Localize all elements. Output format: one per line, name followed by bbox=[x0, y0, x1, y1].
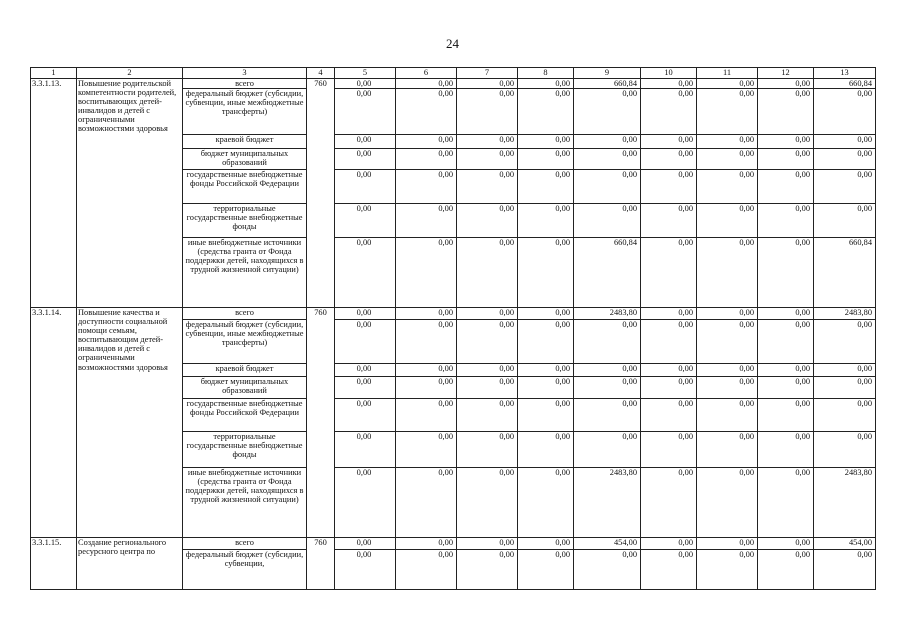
funding-source: федеральный бюджет (субсидии, субвенции, иные межбюджетные трансферты) bbox=[183, 320, 307, 364]
value-cell: 0,00 bbox=[335, 320, 396, 364]
value-cell: 0,00 bbox=[518, 468, 574, 538]
value-cell: 0,00 bbox=[518, 204, 574, 238]
value-cell: 0,00 bbox=[697, 468, 758, 538]
value-cell: 0,00 bbox=[641, 550, 697, 590]
value-cell: 0,00 bbox=[697, 238, 758, 308]
value-cell: 0,00 bbox=[758, 170, 814, 204]
item-code: 3.3.1.14. bbox=[31, 308, 77, 538]
value-cell: 0,00 bbox=[697, 550, 758, 590]
value-cell: 0,00 bbox=[641, 135, 697, 149]
value-cell: 0,00 bbox=[574, 399, 641, 432]
value-cell: 0,00 bbox=[641, 399, 697, 432]
funding-source: бюджет муниципальных образований bbox=[183, 149, 307, 170]
column-4-code: 760 bbox=[307, 538, 335, 590]
value-cell: 0,00 bbox=[758, 135, 814, 149]
value-cell: 0,00 bbox=[457, 135, 518, 149]
value-cell: 2483,80 bbox=[574, 308, 641, 320]
value-cell: 0,00 bbox=[518, 238, 574, 308]
value-cell: 0,00 bbox=[335, 79, 396, 89]
value-cell: 0,00 bbox=[335, 468, 396, 538]
value-cell: 454,00 bbox=[814, 538, 876, 550]
value-cell: 0,00 bbox=[518, 432, 574, 468]
value-cell: 0,00 bbox=[574, 149, 641, 170]
value-cell: 0,00 bbox=[396, 432, 457, 468]
value-cell: 0,00 bbox=[457, 468, 518, 538]
table-row bbox=[31, 308, 876, 320]
value-cell: 0,00 bbox=[574, 135, 641, 149]
value-cell: 0,00 bbox=[335, 364, 396, 377]
value-cell: 0,00 bbox=[758, 89, 814, 135]
funding-source: всего bbox=[183, 308, 307, 320]
value-cell: 0,00 bbox=[457, 399, 518, 432]
value-cell: 0,00 bbox=[518, 135, 574, 149]
value-cell: 0,00 bbox=[457, 170, 518, 204]
column-header: 5 bbox=[335, 68, 396, 79]
value-cell: 0,00 bbox=[697, 135, 758, 149]
value-cell: 0,00 bbox=[758, 377, 814, 399]
value-cell: 0,00 bbox=[396, 364, 457, 377]
value-cell: 0,00 bbox=[396, 550, 457, 590]
column-header: 7 bbox=[457, 68, 518, 79]
column-header: 3 bbox=[183, 68, 307, 79]
funding-source: территориальные государственные внебюджетные фонды bbox=[183, 432, 307, 468]
value-cell: 0,00 bbox=[574, 432, 641, 468]
value-cell: 0,00 bbox=[814, 399, 876, 432]
column-header: 1 bbox=[31, 68, 77, 79]
value-cell: 0,00 bbox=[758, 308, 814, 320]
value-cell: 0,00 bbox=[335, 238, 396, 308]
value-cell: 0,00 bbox=[814, 89, 876, 135]
value-cell: 0,00 bbox=[641, 432, 697, 468]
value-cell: 0,00 bbox=[697, 364, 758, 377]
value-cell: 0,00 bbox=[758, 468, 814, 538]
funding-source: всего bbox=[183, 538, 307, 550]
item-code: 3.3.1.13. bbox=[31, 79, 77, 308]
value-cell: 0,00 bbox=[457, 550, 518, 590]
value-cell: 0,00 bbox=[457, 538, 518, 550]
value-cell: 0,00 bbox=[396, 149, 457, 170]
column-4-code: 760 bbox=[307, 79, 335, 308]
value-cell: 0,00 bbox=[697, 538, 758, 550]
value-cell: 0,00 bbox=[457, 432, 518, 468]
value-cell: 0,00 bbox=[335, 135, 396, 149]
value-cell: 2483,80 bbox=[814, 308, 876, 320]
value-cell: 0,00 bbox=[758, 538, 814, 550]
value-cell: 0,00 bbox=[518, 399, 574, 432]
value-cell: 0,00 bbox=[574, 320, 641, 364]
value-cell: 0,00 bbox=[518, 364, 574, 377]
value-cell: 0,00 bbox=[335, 308, 396, 320]
value-cell: 0,00 bbox=[697, 149, 758, 170]
table-row bbox=[31, 79, 876, 89]
value-cell: 0,00 bbox=[396, 79, 457, 89]
value-cell: 0,00 bbox=[697, 79, 758, 89]
funding-source: федеральный бюджет (субсидии, субвенции, иные межбюджетные трансферты) bbox=[183, 89, 307, 135]
value-cell: 0,00 bbox=[574, 364, 641, 377]
value-cell: 0,00 bbox=[814, 320, 876, 364]
value-cell: 0,00 bbox=[814, 170, 876, 204]
column-header: 9 bbox=[574, 68, 641, 79]
value-cell: 660,84 bbox=[574, 79, 641, 89]
value-cell: 0,00 bbox=[814, 135, 876, 149]
value-cell: 0,00 bbox=[396, 377, 457, 399]
value-cell: 0,00 bbox=[396, 320, 457, 364]
budget-table bbox=[30, 67, 876, 590]
value-cell: 0,00 bbox=[457, 204, 518, 238]
value-cell: 0,00 bbox=[814, 204, 876, 238]
value-cell: 0,00 bbox=[335, 399, 396, 432]
value-cell: 0,00 bbox=[758, 364, 814, 377]
value-cell: 0,00 bbox=[758, 320, 814, 364]
value-cell: 0,00 bbox=[574, 89, 641, 135]
value-cell: 0,00 bbox=[335, 89, 396, 135]
value-cell: 0,00 bbox=[518, 149, 574, 170]
value-cell: 0,00 bbox=[457, 364, 518, 377]
value-cell: 0,00 bbox=[814, 149, 876, 170]
value-cell: 0,00 bbox=[574, 377, 641, 399]
value-cell: 0,00 bbox=[814, 377, 876, 399]
value-cell: 0,00 bbox=[335, 204, 396, 238]
column-header: 4 bbox=[307, 68, 335, 79]
value-cell: 2483,80 bbox=[574, 468, 641, 538]
value-cell: 0,00 bbox=[641, 149, 697, 170]
funding-source: иные внебюджетные источники (средства гранта от Фонда поддержки детей, находящихся в трудной жизненной ситуации) bbox=[183, 468, 307, 538]
column-header: 8 bbox=[518, 68, 574, 79]
value-cell: 0,00 bbox=[457, 79, 518, 89]
value-cell: 0,00 bbox=[574, 170, 641, 204]
header-row bbox=[31, 68, 876, 79]
table-row bbox=[31, 538, 876, 550]
funding-source: территориальные государственные внебюджетные фонды bbox=[183, 204, 307, 238]
value-cell: 0,00 bbox=[574, 550, 641, 590]
value-cell: 0,00 bbox=[758, 149, 814, 170]
value-cell: 0,00 bbox=[697, 89, 758, 135]
value-cell: 0,00 bbox=[518, 550, 574, 590]
value-cell: 0,00 bbox=[697, 204, 758, 238]
value-cell: 0,00 bbox=[758, 204, 814, 238]
funding-source: государственные внебюджетные фонды Российской Федерации bbox=[183, 170, 307, 204]
funding-source: федеральный бюджет (субсидии, субвенции, bbox=[183, 550, 307, 590]
value-cell: 0,00 bbox=[518, 79, 574, 89]
value-cell: 0,00 bbox=[396, 399, 457, 432]
value-cell: 0,00 bbox=[518, 320, 574, 364]
value-cell: 0,00 bbox=[335, 377, 396, 399]
funding-source: краевой бюджет bbox=[183, 135, 307, 149]
value-cell: 0,00 bbox=[641, 377, 697, 399]
value-cell: 0,00 bbox=[457, 89, 518, 135]
value-cell: 0,00 bbox=[641, 204, 697, 238]
value-cell: 0,00 bbox=[641, 89, 697, 135]
value-cell: 0,00 bbox=[641, 320, 697, 364]
value-cell: 660,84 bbox=[574, 238, 641, 308]
value-cell: 0,00 bbox=[758, 550, 814, 590]
value-cell: 0,00 bbox=[758, 399, 814, 432]
value-cell: 0,00 bbox=[758, 79, 814, 89]
value-cell: 0,00 bbox=[641, 308, 697, 320]
value-cell: 0,00 bbox=[518, 538, 574, 550]
value-cell: 0,00 bbox=[641, 238, 697, 308]
value-cell: 0,00 bbox=[641, 79, 697, 89]
item-name: Повышение родительской компетентности родителей, воспитывающих детей-инвалидов и детей с ограниченными возможностями здоровья bbox=[77, 79, 183, 308]
value-cell: 0,00 bbox=[697, 399, 758, 432]
value-cell: 0,00 bbox=[335, 149, 396, 170]
value-cell: 0,00 bbox=[518, 377, 574, 399]
value-cell: 0,00 bbox=[335, 538, 396, 550]
item-name: Создание регионального ресурсного центра по bbox=[77, 538, 183, 590]
funding-source: иные внебюджетные источники (средства гранта от Фонда поддержки детей, находящихся в трудной жизненной ситуации) bbox=[183, 238, 307, 308]
value-cell: 0,00 bbox=[814, 364, 876, 377]
value-cell: 0,00 bbox=[574, 204, 641, 238]
value-cell: 0,00 bbox=[396, 238, 457, 308]
value-cell: 0,00 bbox=[518, 89, 574, 135]
value-cell: 454,00 bbox=[574, 538, 641, 550]
value-cell: 0,00 bbox=[814, 432, 876, 468]
value-cell: 0,00 bbox=[457, 320, 518, 364]
value-cell: 660,84 bbox=[814, 238, 876, 308]
value-cell: 0,00 bbox=[335, 432, 396, 468]
value-cell: 0,00 bbox=[396, 468, 457, 538]
value-cell: 0,00 bbox=[396, 204, 457, 238]
value-cell: 0,00 bbox=[335, 550, 396, 590]
value-cell: 0,00 bbox=[697, 308, 758, 320]
value-cell: 2483,80 bbox=[814, 468, 876, 538]
column-header: 10 bbox=[641, 68, 697, 79]
value-cell: 0,00 bbox=[457, 308, 518, 320]
value-cell: 0,00 bbox=[457, 149, 518, 170]
column-4-code: 760 bbox=[307, 308, 335, 538]
item-name: Повышение качества и доступности социальной помощи семьям, воспитывающим детей-инвалидов и детей с ограниченными возможностями здоровья bbox=[77, 308, 183, 538]
value-cell: 0,00 bbox=[396, 308, 457, 320]
funding-source: всего bbox=[183, 79, 307, 89]
value-cell: 0,00 bbox=[396, 89, 457, 135]
value-cell: 0,00 bbox=[396, 538, 457, 550]
value-cell: 0,00 bbox=[457, 238, 518, 308]
value-cell: 0,00 bbox=[396, 170, 457, 204]
column-header: 2 bbox=[77, 68, 183, 79]
column-header: 11 bbox=[697, 68, 758, 79]
value-cell: 0,00 bbox=[518, 308, 574, 320]
column-header: 13 bbox=[814, 68, 876, 79]
value-cell: 0,00 bbox=[335, 170, 396, 204]
value-cell: 0,00 bbox=[697, 170, 758, 204]
value-cell: 0,00 bbox=[641, 170, 697, 204]
funding-source: бюджет муниципальных образований bbox=[183, 377, 307, 399]
value-cell: 0,00 bbox=[396, 135, 457, 149]
value-cell: 0,00 bbox=[758, 238, 814, 308]
column-header: 12 bbox=[758, 68, 814, 79]
value-cell: 0,00 bbox=[641, 538, 697, 550]
value-cell: 0,00 bbox=[697, 320, 758, 364]
value-cell: 660,84 bbox=[814, 79, 876, 89]
page-number: 24 bbox=[446, 36, 459, 51]
funding-source: краевой бюджет bbox=[183, 364, 307, 377]
funding-source: государственные внебюджетные фонды Российской Федерации bbox=[183, 399, 307, 432]
column-header: 6 bbox=[396, 68, 457, 79]
value-cell: 0,00 bbox=[457, 377, 518, 399]
value-cell: 0,00 bbox=[814, 550, 876, 590]
item-code: 3.3.1.15. bbox=[31, 538, 77, 590]
value-cell: 0,00 bbox=[518, 170, 574, 204]
value-cell: 0,00 bbox=[697, 432, 758, 468]
value-cell: 0,00 bbox=[697, 377, 758, 399]
value-cell: 0,00 bbox=[758, 432, 814, 468]
value-cell: 0,00 bbox=[641, 364, 697, 377]
value-cell: 0,00 bbox=[641, 468, 697, 538]
